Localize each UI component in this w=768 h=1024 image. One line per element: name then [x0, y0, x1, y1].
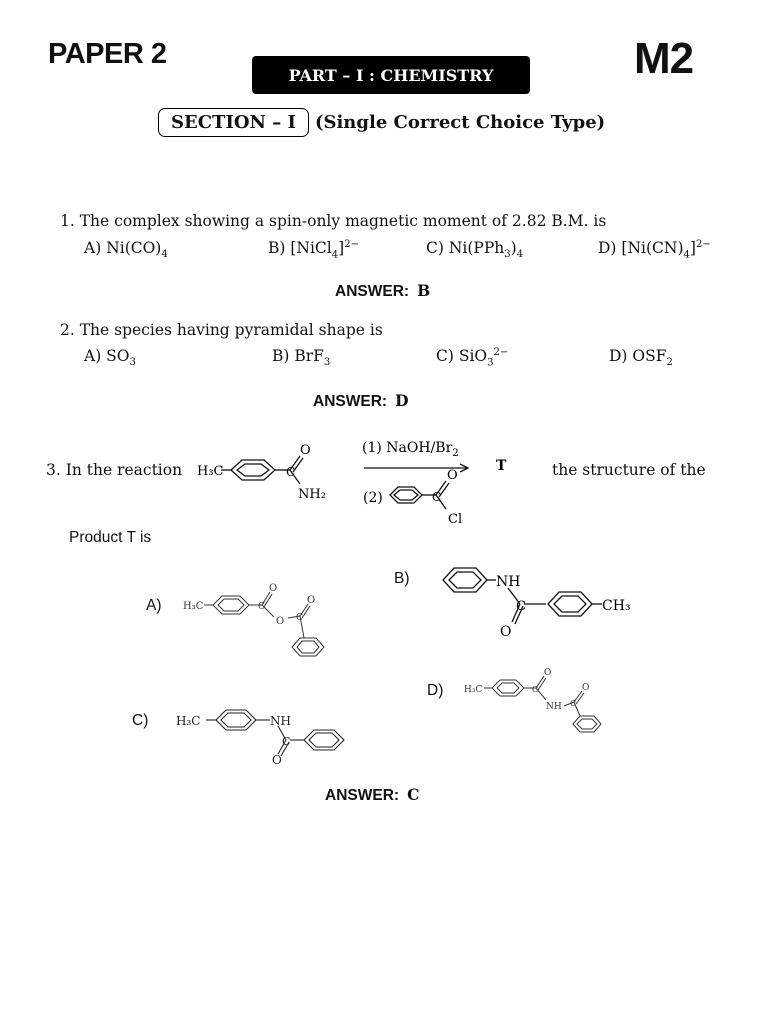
- reagent-oxygen: O: [447, 468, 458, 483]
- q3-answer: ANSWER: C: [325, 785, 420, 804]
- option-b-ch3: CH₃: [602, 598, 631, 614]
- reaction-scheme: [190, 432, 530, 532]
- q3-option-b-structure: [436, 556, 676, 646]
- q3-option-a-structure: [180, 580, 360, 670]
- svg-text:C: C: [570, 699, 577, 708]
- question-2-text: 2. The species having pyramidal shape is: [60, 321, 383, 339]
- svg-text:C: C: [258, 602, 265, 612]
- q1-option-b: B) [NiCl$_4$]$^{2-}$: [268, 239, 360, 261]
- option-c-oxygen: O: [272, 753, 282, 767]
- option-d-ch3: H₃C: [464, 685, 483, 695]
- option-d-oxygen-2: O: [582, 683, 590, 693]
- q2-option-b: B) BrF$_3$: [272, 347, 331, 369]
- reagent-2-label: (2): [363, 490, 383, 506]
- q1-option-c: C) $Ni(PPh_3)_4$: [426, 239, 524, 261]
- reagent-1: (1) NaOH/$Br_2$: [362, 440, 459, 459]
- reactant-ch3: H₃C: [197, 464, 224, 479]
- svg-text:C: C: [532, 685, 539, 694]
- q1-option-a: A) $Ni(CO)_4$: [84, 239, 168, 261]
- question-3-text: 3. In the reaction: [46, 461, 183, 479]
- option-b-oxygen: O: [500, 624, 512, 640]
- svg-text:C: C: [296, 613, 303, 623]
- q3-option-a-label: A): [146, 597, 162, 614]
- paper-title: PAPER 2: [48, 38, 167, 70]
- part-label: PART – I : CHEMISTRY: [288, 65, 494, 85]
- option-a-oxygen-2: O: [276, 616, 285, 627]
- option-a-oxygen-3: O: [307, 595, 316, 606]
- q1-answer: ANSWER: B: [335, 281, 431, 300]
- q3-option-d-structure: [462, 666, 622, 746]
- q3-option-c-label: C): [132, 712, 149, 729]
- question-1-text: 1. The complex showing a spin-only magnetic moment of 2.82 B.M. is: [60, 212, 607, 230]
- reactant-oxygen: O: [300, 443, 311, 458]
- svg-text:C: C: [286, 465, 296, 479]
- option-d-nh: NH: [546, 702, 562, 712]
- q1-option-d: D) $[Ni(CN)_4]^{2-}$: [598, 239, 711, 261]
- option-a-oxygen-1: O: [269, 583, 278, 594]
- option-c-nh: NH: [270, 714, 291, 728]
- question-3-text-end: the structure of the: [552, 461, 706, 479]
- product-t: T: [496, 458, 507, 474]
- option-b-nh: NH: [496, 574, 521, 590]
- q3-option-d-label: D): [427, 682, 444, 699]
- section-type: (Single Correct Choice Type): [314, 112, 606, 133]
- q3-option-c-structure: [174, 698, 374, 778]
- reagent-chlorine: Cl: [448, 512, 463, 527]
- svg-text:C: C: [282, 735, 291, 748]
- option-d-oxygen-1: O: [544, 668, 552, 678]
- option-a-ch3: H₃C: [183, 601, 204, 612]
- section-label: SECTION – I: [158, 108, 309, 137]
- part-banner: [252, 56, 530, 94]
- q2-answer: ANSWER: D: [313, 391, 409, 410]
- svg-text:C: C: [516, 599, 526, 614]
- paper-code: M2: [634, 34, 694, 83]
- q2-option-c: C) SiO$_3^{2-}$: [436, 347, 509, 369]
- section-header: [158, 108, 605, 137]
- q3-option-b-label: B): [394, 570, 410, 587]
- svg-text:C: C: [432, 490, 442, 504]
- q2-option-d: D) $OSF_2$: [609, 347, 673, 369]
- question-3-text-line2: Product T is: [69, 529, 152, 546]
- option-c-ch3: H₃C: [176, 714, 201, 728]
- reactant-nh2: NH₂: [298, 487, 326, 502]
- q2-option-a: A) $SO_3$: [84, 347, 136, 369]
